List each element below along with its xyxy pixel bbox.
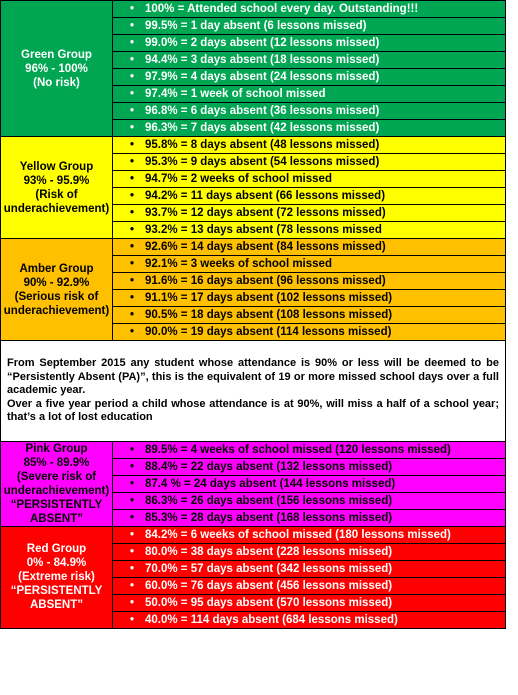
note-paragraph: From September 2015 any student whose attendance is 90% or less will be deemed to be “Persistently Absent (PA)”, this is the equivalent of 19 or more missed school days over a full academic year. xyxy=(7,357,499,396)
bullet-icon: • xyxy=(129,190,135,202)
list-item: • 80.0% = 38 days absent (228 lessons missed) xyxy=(113,543,506,560)
list-item: • 96.3% = 7 days absent (42 lessons missed) xyxy=(113,120,506,137)
bullet-icon: • xyxy=(129,579,135,592)
bullet-icon: • xyxy=(129,292,135,304)
note-row xyxy=(1,341,506,442)
list-item: • 85.3% = 28 days absent (168 lessons missed) xyxy=(113,509,506,526)
list-item: • 60.0% = 76 days absent (456 lessons missed) xyxy=(113,577,506,594)
bullet-icon: • xyxy=(129,275,135,287)
bullet-icon: • xyxy=(129,88,135,100)
table-row xyxy=(1,239,506,256)
list-item: • 50.0% = 95 days absent (570 lessons missed) xyxy=(113,594,506,611)
bullet-icon: • xyxy=(129,258,135,270)
list-item: • 92.6% = 14 days absent (84 lessons missed) xyxy=(113,239,506,256)
list-item: • 93.2% = 13 days absent (78 lessons missed xyxy=(113,222,506,239)
bullet-icon: • xyxy=(129,613,135,626)
list-item: • 90.5% = 18 days absent (108 lessons missed) xyxy=(113,307,506,324)
list-item: • 97.9% = 4 days absent (24 lessons missed) xyxy=(113,69,506,86)
list-item: • 92.1% = 3 weeks of school missed xyxy=(113,256,506,273)
list-item: • 94.2% = 11 days absent (66 lessons missed) xyxy=(113,188,506,205)
list-item: • 87.4 % = 24 days absent (144 lessons missed) xyxy=(113,475,506,492)
list-item: • 84.2% = 6 weeks of school missed (180 lessons missed) xyxy=(113,526,506,543)
list-item: • 99.0% = 2 days absent (12 lessons missed) xyxy=(113,35,506,52)
table-row xyxy=(1,441,506,458)
bullet-icon: • xyxy=(129,37,135,49)
bullet-icon: • xyxy=(129,511,135,524)
table-row xyxy=(1,137,506,154)
list-item: • 99.5% = 1 day absent (6 lessons missed) xyxy=(113,18,506,35)
list-item: • 88.4% = 22 days absent (132 lessons missed) xyxy=(113,458,506,475)
list-item: • 86.3% = 26 days absent (156 lessons missed) xyxy=(113,492,506,509)
list-item: • 95.8% = 8 days absent (48 lessons missed) xyxy=(113,137,506,154)
bullet-icon: • xyxy=(129,443,135,456)
list-item: • 94.7% = 2 weeks of school missed xyxy=(113,171,506,188)
group-label-yellow: Yellow Group 93% - 95.9% (Risk of underachievement) xyxy=(1,137,113,239)
table-row xyxy=(1,1,506,18)
list-item: • 95.3% = 9 days absent (54 lessons missed) xyxy=(113,154,506,171)
note-paragraph: Over a five year period a child whose attendance is at 90%, will miss a half of a school year; that’s a lot of lost education xyxy=(7,397,499,423)
group-label-green: Green Group 96% - 100% (No risk) xyxy=(1,1,113,137)
list-item: • 70.0% = 57 days absent (342 lessons missed) xyxy=(113,560,506,577)
bullet-icon: • xyxy=(129,477,135,490)
list-item: • 96.8% = 6 days absent (36 lessons missed) xyxy=(113,103,506,120)
list-item: • 97.4% = 1 week of school missed xyxy=(113,86,506,103)
bullet-icon: • xyxy=(129,596,135,609)
list-item: • 94.4% = 3 days absent (18 lessons missed) xyxy=(113,52,506,69)
bullet-icon: • xyxy=(129,173,135,185)
bullet-icon: • xyxy=(129,528,135,541)
bullet-icon: • xyxy=(129,3,135,15)
bullet-icon: • xyxy=(129,156,135,168)
list-item: • 90.0% = 19 days absent (114 lessons missed) xyxy=(113,324,506,341)
bullet-icon: • xyxy=(129,545,135,558)
bullet-icon: • xyxy=(129,105,135,117)
bullet-icon: • xyxy=(129,326,135,338)
bullet-icon: • xyxy=(129,139,135,151)
bullet-icon: • xyxy=(129,54,135,66)
bullet-icon: • xyxy=(129,224,135,236)
table-row xyxy=(1,526,506,543)
list-item: • 91.1% = 17 days absent (102 lessons missed) xyxy=(113,290,506,307)
bullet-icon: • xyxy=(129,460,135,473)
bullet-icon: • xyxy=(129,122,135,134)
list-item: • 93.7% = 12 days absent (72 lessons missed) xyxy=(113,205,506,222)
bullet-icon: • xyxy=(129,309,135,321)
list-item: • 40.0% = 114 days absent (684 lessons missed) xyxy=(113,611,506,628)
group-label-amber: Amber Group 90% - 92.9% (Serious risk of underachievement) xyxy=(1,239,113,341)
list-item: • 91.6% = 16 days absent (96 lessons missed) xyxy=(113,273,506,290)
group-label-pink: Pink Group 85% - 89.9% (Severe risk of underachievement) “PERSISTENTLY ABSENT” xyxy=(1,441,113,526)
list-item: • 89.5% = 4 weeks of school missed (120 lessons missed) xyxy=(113,441,506,458)
bullet-icon: • xyxy=(129,494,135,507)
bullet-icon: • xyxy=(129,207,135,219)
list-item: • 100% = Attended school every day. Outstanding!!! xyxy=(113,1,506,18)
persistent-absence-note xyxy=(1,341,506,442)
bullet-icon: • xyxy=(129,71,135,83)
group-label-red: Red Group 0% - 84.9% (Extreme risk) “PERSISTENTLY ABSENT” xyxy=(1,526,113,628)
bullet-icon: • xyxy=(129,241,135,253)
bullet-icon: • xyxy=(129,562,135,575)
bullet-icon: • xyxy=(129,20,135,32)
